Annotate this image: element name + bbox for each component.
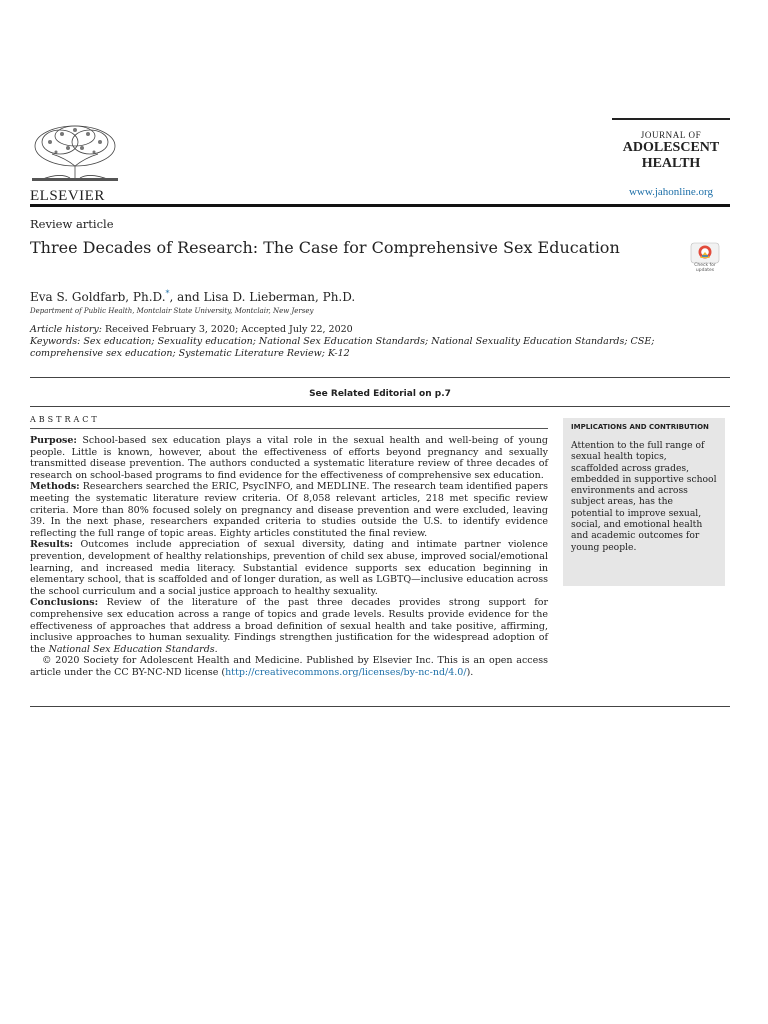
copyright-text: © 2020 Society for Adolescent Health and Medicine. Published by Elsevier Inc. This is an open access article under the CC BY-NC-ND license (: [30, 655, 548, 678]
methods-label: Methods:: [30, 481, 80, 493]
history-label: Article history:: [30, 324, 102, 335]
publisher-name: ELSEVIER: [30, 188, 105, 204]
header-rule: [30, 204, 730, 207]
author-1[interactable]: Eva S. Goldfarb, Ph.D.: [30, 290, 166, 304]
standards-title: National Sex Education Standards: [48, 643, 215, 655]
methods-text: Researchers searched the ERIC, PsycINFO, and MEDLINE. The research team identified papers meeting the systematic literature review criteria. Of 8,058 relevant articles, 218 met specific review criteria. More than 80% focused solely on pregnancy and disease prevention and were excluded, leaving 39. In the next phase, researchers expanded criteria to studies outside the U.S. to identify evidence reflecting the full range of topic areas. Eighty articles constituted the final review.: [30, 481, 548, 539]
journal-header: [30, 118, 730, 206]
copyright-end: ).: [466, 666, 474, 678]
author-2[interactable]: , and Lisa D. Lieberman, Ph.D.: [169, 290, 356, 304]
implications-text: Attention to the full range of sexual health topics, scaffolded across grades, embedded in supportive school environments and across subject areas, has the potential to improve sexual, social, and emotional health and academic outcomes for young people.: [571, 440, 717, 553]
publisher-logo[interactable]: [30, 122, 120, 204]
crossmark-label-line2: updates: [695, 268, 715, 273]
journal-line3: HEALTH: [641, 156, 701, 171]
journal-url-link[interactable]: www.jahonline.org: [628, 186, 713, 198]
implications-title: IMPLICATIONS AND CONTRIBUTION: [571, 423, 709, 431]
abstract-results: [30, 539, 548, 597]
info-divider: [30, 377, 730, 378]
results-text: Outcomes include appreciation of sexual diversity, dating and intimate partner violence prevention, development of healthy relationships, prevention of child sex abuse, improved social/emotional learning, and increased media literacy. Substantial evidence supports sex education beginning in elementary school, that is scaffolded and of longer duration, as well as LGBTQ—inclusive education across the school curriculum and a social justice approach to healthy sexuality.: [30, 539, 548, 597]
related-editorial-link[interactable]: See Related Editorial on p.7: [309, 389, 451, 399]
corresponding-author-marker[interactable]: *: [165, 289, 170, 298]
abstract-heading: ABSTRACT: [30, 415, 100, 424]
related-divider: [30, 406, 730, 407]
copyright-notice: [30, 655, 548, 678]
journal-line2: ADOLESCENT: [622, 140, 720, 155]
elsevier-tree-icon: [30, 122, 120, 184]
crossmark-label-line1: Check for: [694, 263, 716, 268]
article-info: [30, 324, 730, 360]
history-text: Received February 3, 2020; Accepted July 22, 2020: [101, 324, 353, 335]
journal-line1: JOURNAL OF: [640, 130, 702, 140]
implications-box: [563, 418, 725, 586]
abstract-body: [30, 435, 548, 678]
conclusions-label: Conclusions:: [30, 597, 99, 609]
keywords-label: Keywords:: [30, 336, 81, 347]
abstract-purpose: [30, 435, 548, 481]
check-for-updates-button[interactable]: [690, 242, 720, 276]
keywords-text: Sex education; Sexuality education; National Sex Education Standards; National Sexuality Education Standards; CSE; comprehensive sex education; Systematic Literature Review; K-12: [30, 336, 655, 359]
affiliation: Department of Public Health, Montclair State University, Montclair, New Jersey: [30, 307, 314, 315]
crossmark-label: [690, 263, 720, 273]
results-label: Results:: [30, 539, 74, 551]
abstract-rule: [30, 428, 548, 429]
article-type: Review article: [30, 217, 114, 231]
crossmark-icon: [690, 242, 720, 264]
article-title: Three Decades of Research: The Case for Comprehensive Sex Education: [30, 238, 620, 257]
abstract-conclusions: [30, 597, 548, 655]
conclusions-text: Review of the literature of the past three decades provides strong support for comprehensive sex education across a range of topics and grade levels. Results provide evidence for the effectiveness of approaches that address a broad definition of sexual health and take positive, affirming, inclusive approaches to human sexuality. Findings strengthen justification for the widespread adoption of the: [30, 597, 548, 655]
masthead-rule: [612, 118, 730, 120]
author-list: [30, 289, 355, 304]
license-link[interactable]: http://creativecommons.org/licenses/by-nc-nd/4.0/: [225, 666, 467, 678]
article-history: [30, 324, 730, 336]
journal-masthead[interactable]: [612, 118, 730, 198]
conclusions-end: .: [214, 643, 218, 655]
keywords: [30, 336, 730, 360]
abstract-methods: [30, 481, 548, 539]
abstract-bottom-rule: [30, 706, 730, 707]
purpose-text: School-based sex education plays a vital role in the sexual health and well-being of young people. Little is known, however, about the effectiveness of efforts beyond pregnancy and sexually transmitted disease prevention. The authors conducted a systematic literature review of three decades of research on school-based programs to find evidence for the effectiveness of comprehensive sex education.: [30, 435, 548, 481]
purpose-label: Purpose:: [30, 435, 77, 446]
